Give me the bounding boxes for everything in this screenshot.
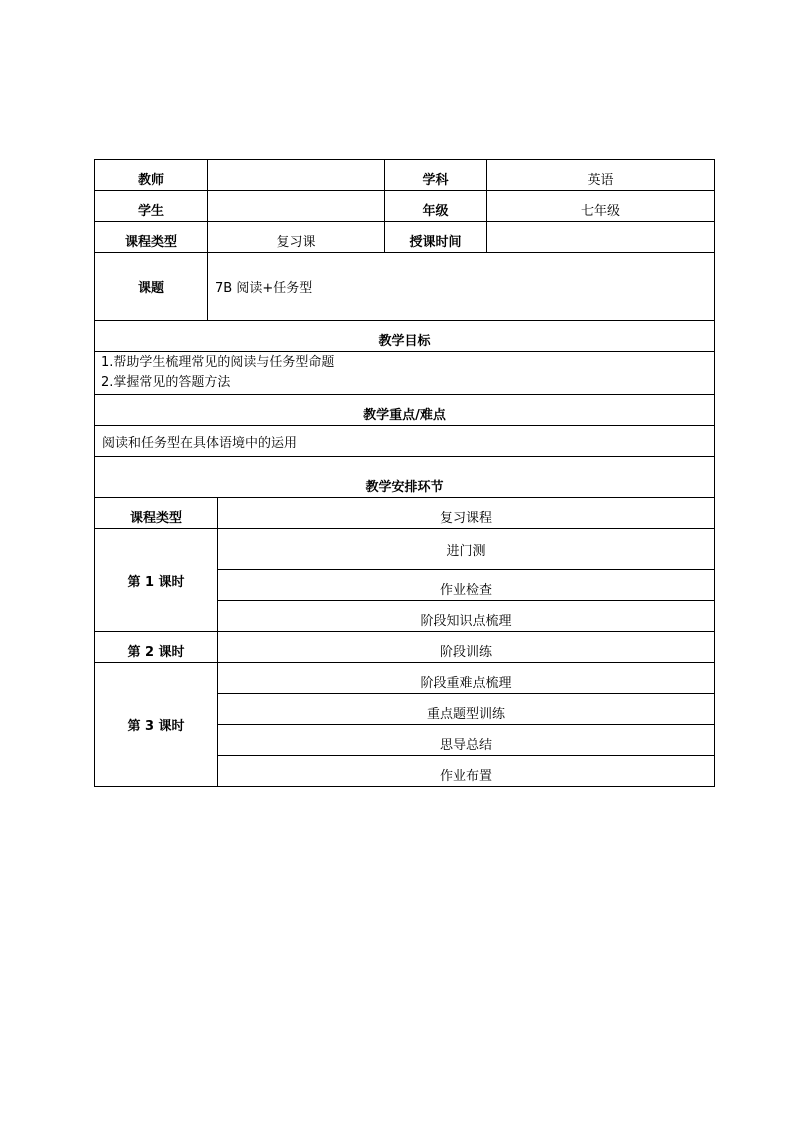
objectives-body xyxy=(95,352,715,395)
objective-item: 1.帮助学生梳理常见的阅读与任务型命题 xyxy=(101,355,335,370)
topic-label: 课题 xyxy=(95,253,208,321)
course-type-label: 课程类型 xyxy=(95,222,208,253)
lesson-1-label: 第 1 课时 xyxy=(95,529,218,632)
class-time-value xyxy=(487,222,715,253)
grade-label: 年级 xyxy=(385,191,487,222)
teacher-label: 教师 xyxy=(95,160,208,191)
lesson-1-item: 进门测 xyxy=(218,529,715,570)
lesson-3-item: 思导总结 xyxy=(218,725,715,756)
schedule-type-label: 课程类型 xyxy=(95,498,218,529)
lesson-1-item: 阶段知识点梳理 xyxy=(218,601,715,632)
student-value xyxy=(208,191,385,222)
course-type-value: 复习课 xyxy=(208,222,385,253)
schedule-type-value: 复习课程 xyxy=(218,498,715,529)
key-points-heading: 教学重点/难点 xyxy=(95,395,715,426)
lesson-2-label: 第 2 课时 xyxy=(95,632,218,663)
student-label: 学生 xyxy=(95,191,208,222)
lesson-2-item: 阶段训练 xyxy=(218,632,715,663)
schedule-heading: 教学安排环节 xyxy=(95,457,715,498)
key-points-text: 阅读和任务型在具体语境中的运用 xyxy=(95,426,715,457)
teacher-value xyxy=(208,160,385,191)
objectives-heading: 教学目标 xyxy=(95,321,715,352)
subject-label: 学科 xyxy=(385,160,487,191)
subject-value: 英语 xyxy=(487,160,715,191)
objective-item: 2.掌握常见的答题方法 xyxy=(101,375,231,390)
topic-value: 7B 阅读+任务型 xyxy=(208,253,715,321)
lesson-plan-table xyxy=(94,159,715,787)
lesson-1-item: 作业检查 xyxy=(218,570,715,601)
class-time-label: 授课时间 xyxy=(385,222,487,253)
lesson-3-label: 第 3 课时 xyxy=(95,663,218,787)
lesson-3-item: 作业布置 xyxy=(218,756,715,787)
lesson-3-item: 阶段重难点梳理 xyxy=(218,663,715,694)
lesson-3-item: 重点题型训练 xyxy=(218,694,715,725)
grade-value: 七年级 xyxy=(487,191,715,222)
